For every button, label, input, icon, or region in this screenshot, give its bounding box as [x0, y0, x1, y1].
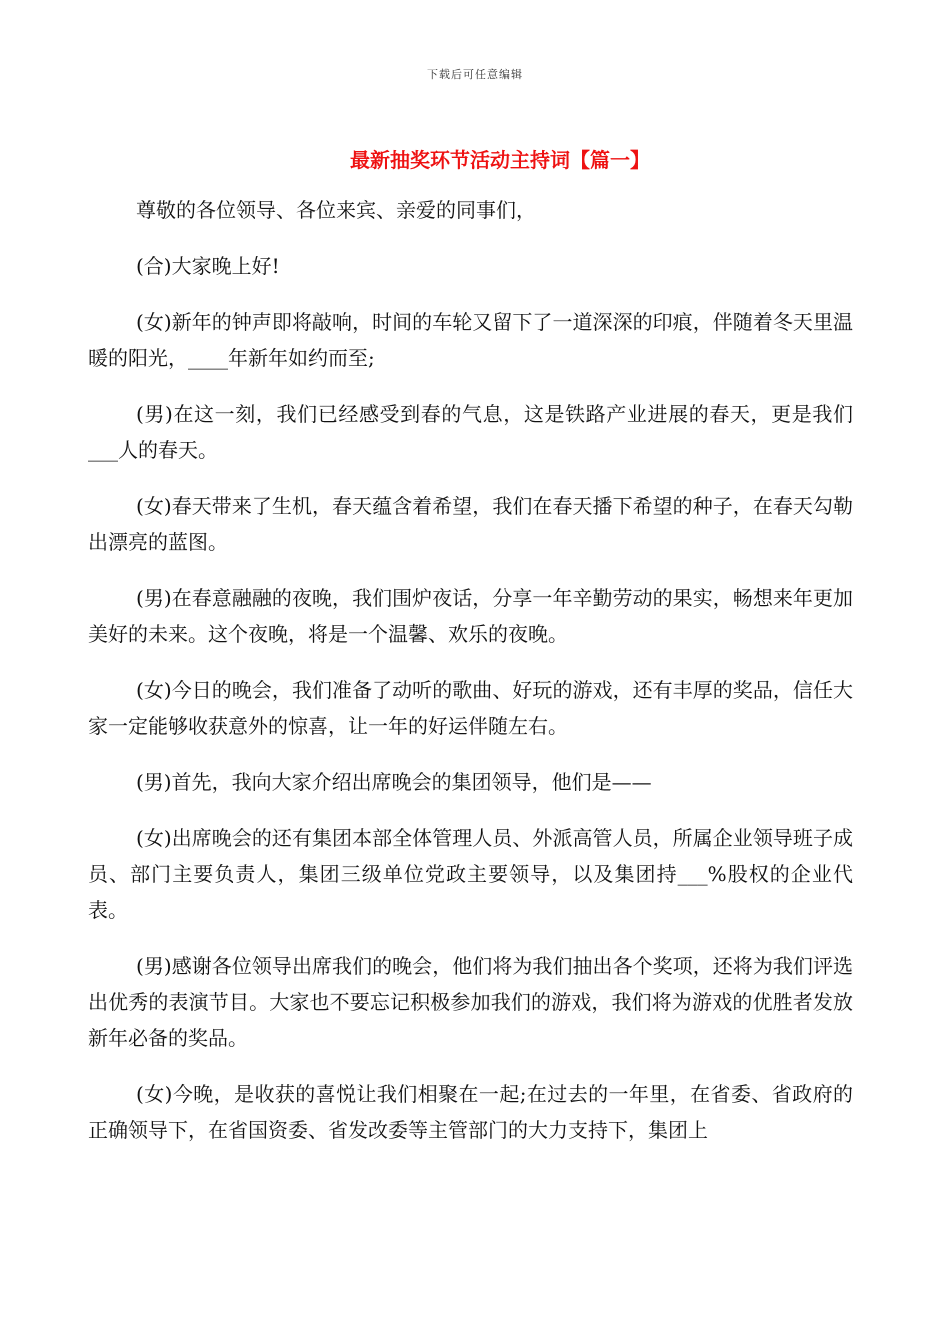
paragraph: (男)在这一刻，我们已经感受到春的气息，这是铁路产业进展的春天，更是我们___人的春天。: [88, 402, 853, 462]
paragraph: (女)春天带来了生机，春天蕴含着希望，我们在春天播下希望的种子，在春天勾勒出漂亮的蓝图。: [88, 494, 853, 554]
paragraph: (男)首先，我向大家介绍出席晚会的集团领导，他们是——: [136, 770, 652, 794]
paragraph: (合)大家晚上好!: [136, 254, 280, 278]
document-title: 最新抽奖环节活动主持词【篇一】: [350, 148, 650, 172]
paragraph: (男)感谢各位领导出席我们的晚会，他们将为我们抽出各个奖项，还将为我们评选出优秀的表演节目。大家也不要忘记积极参加我们的游戏，我们将为游戏的优胜者发放新年必备的奖品。: [88, 954, 853, 1050]
paragraph: (女)新年的钟声即将敲响，时间的车轮又留下了一道深深的印痕，伴随着冬天里温暖的阳光，____年新年如约而至;: [88, 310, 853, 370]
paragraph: (女)今日的晚会，我们准备了动听的歌曲、好玩的游戏，还有丰厚的奖品，信任大家一定能够收获意外的惊喜，让一年的好运伴随左右。: [88, 678, 853, 738]
paragraph: (女)今晚，是收获的喜悦让我们相聚在一起;在过去的一年里，在省委、省政府的正确领导下，在省国资委、省发改委等主管部门的大力支持下，集团上: [88, 1082, 853, 1142]
header-note: 下载后可任意编辑: [427, 68, 523, 81]
document-body: [88, 192, 853, 1168]
paragraph: (女)出席晚会的还有集团本部全体管理人员、外派高管人员，所属企业领导班子成员、部门主要负责人，集团三级单位党政主要领导，以及集团持___%股权的企业代表。: [88, 826, 853, 922]
paragraph: (男)在春意融融的夜晚，我们围炉夜话，分享一年辛勤劳动的果实，畅想来年更加美好的未来。这个夜晚，将是一个温馨、欢乐的夜晚。: [88, 586, 853, 646]
paragraph: 尊敬的各位领导、各位来宾、亲爱的同事们，: [136, 198, 536, 222]
